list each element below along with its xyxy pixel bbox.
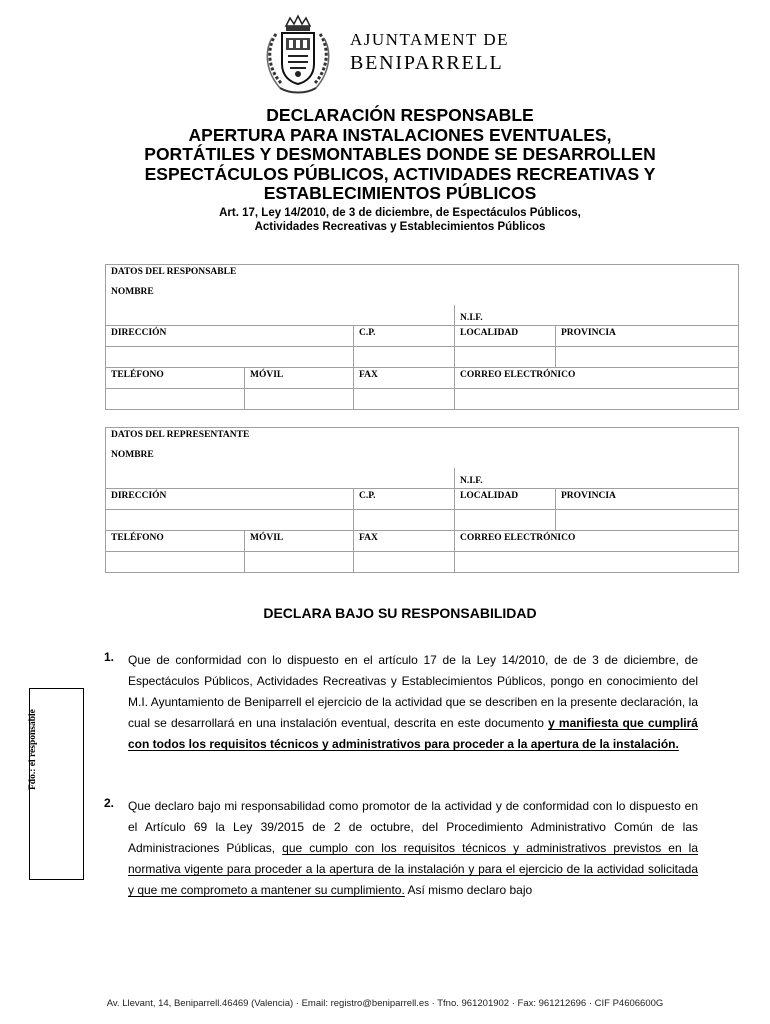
fax-field[interactable] <box>354 389 455 410</box>
localidad-label: LOCALIDAD <box>455 326 556 347</box>
telefono-label: TELÉFONO <box>106 531 245 552</box>
title-line: DECLARACIÓN RESPONSABLE <box>266 105 534 125</box>
coat-of-arms-icon <box>262 12 334 96</box>
cp-label: C.P. <box>354 326 455 347</box>
item-tail: Así mismo declaro bajo <box>407 883 533 897</box>
item-underlined: que cumplo con los requisitos técnicos y administrativos previstos en la normativa vigente para proceder a la apertura de la instalación y para el ejercicio de la actividad solicitada y que me comprometo a mantener su cumplimiento. <box>128 841 699 897</box>
provincia-field[interactable] <box>556 510 739 531</box>
declaration-item-1 <box>128 650 698 755</box>
item-text: Que de conformidad con lo dispuesto en el artículo 17 de la Ley 14/2010, de de 3 de diciembre, de Espectáculos Públicos, Actividades Recreativas y Establecimientos Públicos, pongo en conocimiento del M.I. Ayuntamiento de Beniparrell el ejercicio de la actividad que se describen en la presente declaración, la cual se desarrollará en una instalación eventual, descrita en este documento <box>128 653 698 730</box>
correo-field[interactable] <box>455 552 739 573</box>
cp-field[interactable] <box>354 510 455 531</box>
localidad-label: LOCALIDAD <box>455 489 556 510</box>
section-title-responsable: DATOS DEL RESPONSABLE <box>106 265 739 286</box>
direccion-label: DIRECCIÓN <box>106 326 354 347</box>
direccion-label: DIRECCIÓN <box>106 489 354 510</box>
representante-form <box>105 427 739 573</box>
nombre-label: NOMBRE <box>106 448 739 468</box>
title-line: ESTABLECIMIENTOS PÚBLICOS <box>263 183 537 203</box>
item-text: Que declaro bajo mi responsabilidad como promotor de la actividad y de conformidad con lo dispuesto en el Artículo 69 la Ley 39/2015 de 2 de octubre, del Procedimiento Administrativo Común de las Administraciones Públicas, <box>128 799 698 855</box>
responsable-form <box>105 264 739 410</box>
fax-label: FAX <box>354 531 455 552</box>
correo-label: CORREO ELECTRÓNICO <box>455 368 739 389</box>
title-line: APERTURA PARA INSTALACIONES EVENTUALES, <box>188 124 612 145</box>
telefono-field[interactable] <box>106 389 245 410</box>
subtitle-line: Actividades Recreativas y Establecimientos Públicos <box>254 221 546 233</box>
movil-field[interactable] <box>245 389 354 410</box>
cp-label: C.P. <box>354 489 455 510</box>
fax-label: FAX <box>354 368 455 389</box>
title-line: PORTÁTILES Y DESMONTABLES DONDE SE DESARROLLEN <box>144 144 656 164</box>
provincia-label: PROVINCIA <box>556 489 739 510</box>
movil-label: MÓVIL <box>245 368 354 389</box>
nif-label: N.I.F. <box>455 468 739 489</box>
nombre-field[interactable] <box>106 468 455 489</box>
item-emphasis: y manifiesta que cumplirá con todos los requisitos técnicos y administrativos para proceder a la apertura de la instalación. <box>128 716 698 751</box>
fax-field[interactable] <box>354 552 455 573</box>
item-number: 2. <box>104 796 115 810</box>
nif-label: N.I.F. <box>455 305 739 326</box>
signature-label: Fdo.: el responsable <box>28 709 38 790</box>
correo-label: CORREO ELECTRÓNICO <box>455 531 739 552</box>
nombre-label: NOMBRE <box>106 285 739 305</box>
org-name-line2: BENIPARRELL <box>350 52 504 74</box>
item-number: 1. <box>104 650 115 664</box>
telefono-field[interactable] <box>106 552 245 573</box>
cp-field[interactable] <box>354 347 455 368</box>
correo-field[interactable] <box>455 389 739 410</box>
telefono-label: TELÉFONO <box>106 368 245 389</box>
direccion-field[interactable] <box>106 347 354 368</box>
section-title-representante: DATOS DEL REPRESENTANTE <box>106 428 739 449</box>
movil-field[interactable] <box>245 552 354 573</box>
localidad-field[interactable] <box>455 510 556 531</box>
subtitle-line: Art. 17, Ley 14/2010, de 3 de diciembre, de Espectáculos Públicos, <box>219 207 581 219</box>
title-line: ESPECTÁCULOS PÚBLICOS, ACTIVIDADES RECREATIVAS Y <box>144 163 656 184</box>
provincia-field[interactable] <box>556 347 739 368</box>
direccion-field[interactable] <box>106 510 354 531</box>
nombre-field[interactable] <box>106 305 455 326</box>
document-title <box>100 106 700 204</box>
movil-label: MÓVIL <box>245 531 354 552</box>
localidad-field[interactable] <box>455 347 556 368</box>
declaration-item-2 <box>128 796 698 901</box>
org-name-line1: AJUNTAMENT DE <box>350 30 510 49</box>
provincia-label: PROVINCIA <box>556 326 739 347</box>
document-subtitle <box>100 206 700 234</box>
footer-contact: Av. Llevant, 14, Beniparrell.46469 (Valencia) · Email: registro@beniparrell.es · Tfno. 961201902 · Fax: 961212696 · CIF P4606600G <box>106 998 664 1009</box>
declaration-heading: DECLARA BAJO SU RESPONSABILIDAD <box>263 605 537 621</box>
